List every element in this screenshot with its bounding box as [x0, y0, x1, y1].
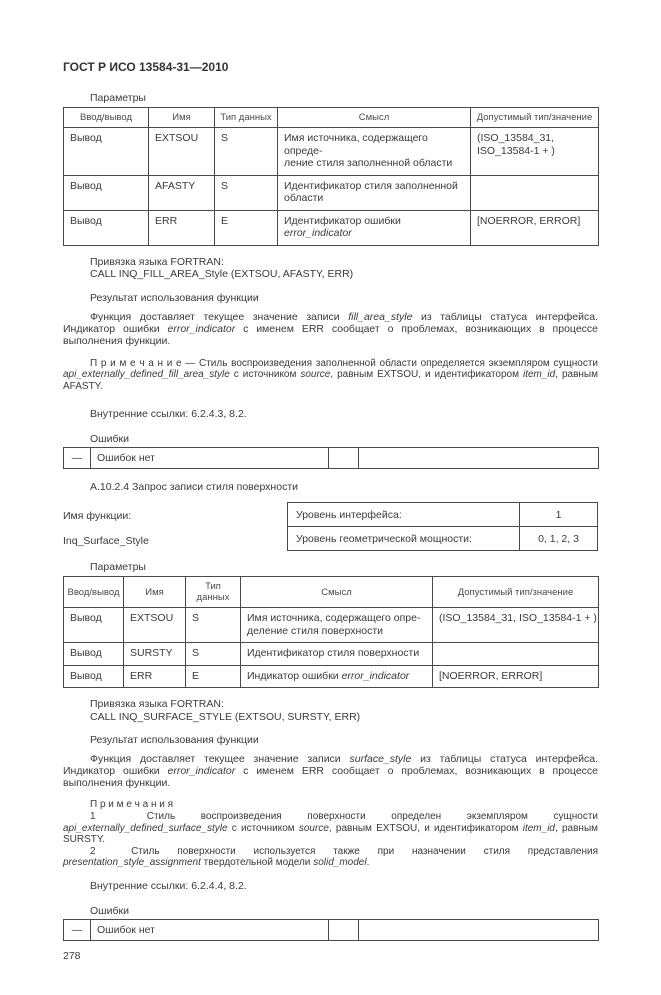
levels-table — [287, 502, 598, 551]
cell-name: AFASTY — [149, 175, 215, 210]
cell-meaning: Идентификатор ошибки error_indicator — [278, 210, 471, 245]
cell-allowed — [433, 643, 599, 666]
result-paragraph: Функция доставляет текущее значение записи fill_area_style из таблицы статуса интерфейса. Индикатор ошибки error_indicator с именем ERR сообщает о проблемах, возникающих в процессе выполнения функции. — [63, 310, 598, 347]
table-row — [64, 665, 599, 688]
note-2-paragraph: 2 Стиль поверхности используется также при назначении стиля представления presentation_style_assignment твердотельной модели solid_model. — [63, 845, 598, 868]
cell-io: Вывод — [64, 128, 149, 176]
cell-name: ERR — [149, 210, 215, 245]
level-label: Уровень интерфейса: — [288, 503, 520, 527]
note-paragraph: П р и м е ч а н и е — Стиль воспроизведения заполненной области определяется экземпляром сущности api_externally_defined_fill_area_style с источником source, равным EXTSOU, и идентификатором item_id, равным AFASTY. — [63, 357, 598, 392]
parameters-label: Параметры — [90, 561, 146, 573]
col-header-meaning: Смысл — [241, 577, 433, 608]
surface-parameters-table — [63, 576, 599, 688]
cell-meaning: Идентификатор стиля заполненной области — [278, 175, 471, 210]
cell-type: S — [215, 175, 278, 210]
col-header-name: Имя — [149, 108, 215, 128]
col-header-type: Тип данных — [215, 108, 278, 128]
cell-allowed: (ISO_13584_31, ISO_13584-1 + ) — [471, 128, 599, 176]
table-row — [64, 608, 599, 643]
document-title: ГОСТ Р ИСО 13584-31—2010 — [63, 60, 229, 74]
table-row — [64, 210, 599, 245]
fortran-binding-label: Привязка языка FORTRAN: — [90, 255, 224, 268]
col-header-allowed: Допустимый тип/значение — [471, 108, 599, 128]
errors-label: Ошибки — [90, 904, 129, 917]
col-header-allowed: Допустимый тип/значение — [433, 577, 599, 608]
parameters-label: Параметры — [90, 92, 146, 104]
function-name-label: Имя функции: — [63, 510, 132, 522]
cell-name: EXTSOU — [124, 608, 186, 643]
result-label: Результат использования функции — [90, 734, 259, 746]
cell-type: E — [186, 665, 241, 688]
error-empty-cell — [329, 919, 359, 940]
level-row — [288, 527, 598, 551]
function-name-value: Inq_Surface_Style — [63, 535, 149, 547]
col-header-type: Тип данных — [186, 577, 241, 608]
error-empty-cell — [329, 448, 359, 469]
fortran-binding-block — [90, 256, 661, 281]
fill-area-errors-table — [63, 447, 599, 469]
error-code-cell: — — [64, 919, 91, 940]
col-header-meaning: Смысл — [278, 108, 471, 128]
error-code-cell: — — [64, 448, 91, 469]
level-value: 0, 1, 2, 3 — [520, 527, 598, 551]
col-header-name: Имя — [124, 577, 186, 608]
result-label: Результат использования функции — [90, 291, 259, 304]
cell-io: Вывод — [64, 175, 149, 210]
level-value: 1 — [520, 503, 598, 527]
cell-meaning: Имя источника, содержащего опреде- ление стиля заполненной области — [278, 128, 471, 176]
notes-label: П р и м е ч а н и я — [90, 799, 174, 810]
note-1-paragraph: 1 Стиль воспроизведения поверхности определен экземпляром сущности api_externally_defined_surface_style с источником source, равным EXTSOU, и идентификатором item_id, равным SURSTY. — [63, 811, 599, 845]
cell-allowed: [NOERROR, ERROR] — [471, 210, 599, 245]
cell-io: Вывод — [64, 608, 124, 643]
fill-area-parameters-table — [63, 107, 599, 246]
errors-row — [64, 448, 599, 469]
cell-meaning: Индикатор ошибки error_indicator — [241, 665, 433, 688]
section-heading: А.10.2.4 Запрос записи стиля поверхности — [90, 481, 298, 493]
cell-name: SURSTY — [124, 643, 186, 666]
cell-name: ERR — [124, 665, 186, 688]
cell-allowed: [NOERROR, ERROR] — [433, 665, 599, 688]
col-header-io: Ввод/вывод — [64, 577, 124, 608]
table-row — [64, 175, 599, 210]
cell-type: S — [186, 608, 241, 643]
cell-meaning: Имя источника, содержащего опре- деление стиля поверхности — [241, 608, 433, 643]
internal-references: Внутренние ссылки: 6.2.4.4, 8.2. — [90, 879, 247, 892]
page-number: 278 — [63, 949, 81, 962]
table-header-row — [64, 577, 599, 608]
cell-type: S — [215, 128, 278, 176]
cell-io: Вывод — [64, 210, 149, 245]
table-row — [64, 128, 599, 176]
fortran-call: CALL INQ_SURFACE_STYLE (EXTSOU, SURSTY, ERR) — [90, 710, 361, 723]
surface-errors-table — [63, 919, 599, 941]
table-row — [64, 643, 599, 666]
cell-type: E — [215, 210, 278, 245]
errors-row — [64, 919, 599, 940]
error-text-cell: Ошибок нет — [91, 919, 329, 940]
level-row — [288, 503, 598, 527]
cell-meaning: Идентификатор стиля поверхности — [241, 643, 433, 666]
fortran-binding-block — [90, 698, 661, 723]
function-name-block — [63, 502, 149, 547]
errors-label: Ошибки — [90, 433, 129, 445]
cell-type: S — [186, 643, 241, 666]
function-levels-block — [63, 502, 598, 551]
result-paragraph: Функция доставляет текущее значение записи surface_style из таблицы статуса интерфейса. Индикатор ошибки error_indicator с именем ERR сообщает о проблемах, возникающих в процессе выполнения функции. — [63, 753, 598, 789]
level-label: Уровень геометрической мощности: — [288, 527, 520, 551]
cell-io: Вывод — [64, 665, 124, 688]
cell-io: Вывод — [64, 643, 124, 666]
fortran-binding-label: Привязка языка FORTRAN: — [90, 698, 224, 710]
error-text-cell: Ошибок нет — [91, 448, 329, 469]
cell-allowed: (ISO_13584_31, ISO_13584-1 + ) — [433, 608, 599, 643]
col-header-io: Ввод/вывод — [64, 108, 149, 128]
fortran-call: CALL INQ_FILL_AREA_Style (EXTSOU, AFASTY, ERR) — [90, 268, 354, 280]
cell-allowed — [471, 175, 599, 210]
error-empty-cell — [359, 448, 599, 469]
error-empty-cell — [359, 919, 599, 940]
cell-name: EXTSOU — [149, 128, 215, 176]
table-header-row — [64, 108, 599, 128]
internal-references: Внутренние ссылки: 6.2.4.3, 8.2. — [90, 408, 247, 420]
